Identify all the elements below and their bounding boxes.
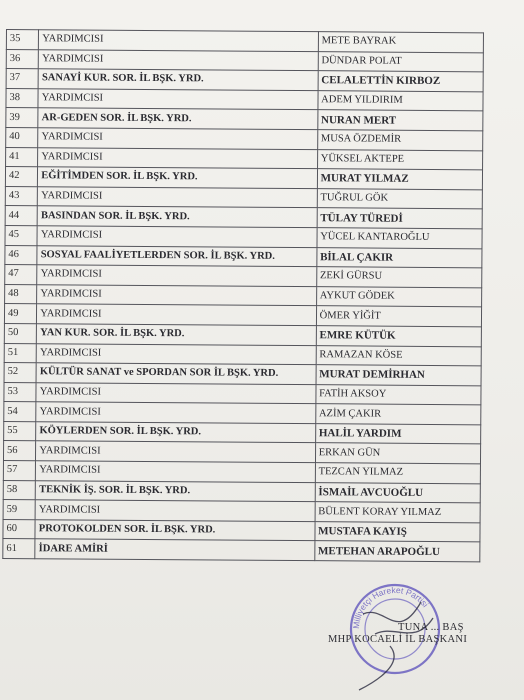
row-name: YÜCEL KANTAROĞLU — [317, 228, 482, 249]
row-number: 51 — [4, 343, 36, 363]
members-table — [2, 29, 484, 562]
row-number: 35 — [6, 30, 38, 50]
row-name: MUSA ÖZDEMİR — [317, 130, 482, 151]
row-position: YAN KUR. SOR. İL BŞK. YRD. — [37, 324, 317, 346]
row-name: ZEKİ GÜRSU — [316, 267, 481, 288]
row-position: YARDIMCISI — [36, 343, 316, 365]
row-position: AR-GEDEN SOR. İL BŞK. YRD. — [38, 108, 318, 130]
row-number: 36 — [6, 49, 38, 69]
row-position: YARDIMCISI — [38, 89, 318, 111]
row-name: ÖMER YİĞİT — [316, 306, 481, 327]
row-number: 37 — [6, 69, 38, 89]
row-name: MURAT DEMİRHAN — [316, 365, 481, 386]
row-name: İSMAİL AVCUOĞLU — [315, 482, 480, 503]
row-position: YARDIMCISI — [38, 147, 318, 169]
row-number: 39 — [6, 108, 38, 128]
row-name: YÜKSEL AKTEPE — [317, 149, 482, 170]
row-position: EĞİTİMDEN SOR. İL BŞK. YRD. — [38, 167, 318, 189]
row-position: YARDIMCISI — [37, 265, 317, 287]
row-position: YARDIMCISI — [38, 186, 318, 208]
row-number: 48 — [5, 284, 37, 304]
row-position: KÜLTÜR SANAT ve SPORDAN SOR İL BŞK. YRD. — [36, 363, 316, 385]
row-position: YARDIMCISI — [36, 461, 316, 483]
row-number: 45 — [5, 225, 37, 245]
row-position: YARDIMCISI — [38, 128, 318, 150]
row-position: YARDIMCISI — [37, 304, 317, 326]
row-name: EMRE KÜTÜK — [316, 326, 481, 347]
row-number: 57 — [3, 461, 35, 481]
row-name: TÜLAY TÜREDİ — [317, 208, 482, 229]
row-name: RAMAZAN KÖSE — [316, 345, 481, 366]
signatory-title: MHP KOCAELİ İL BAŞKANI — [328, 634, 468, 645]
row-name: METEHAN ARAPOĞLU — [314, 541, 479, 562]
row-name: MURAT YILMAZ — [317, 169, 482, 190]
row-name: MUSTAFA KAYIŞ — [315, 522, 480, 543]
row-position: YARDIMCISI — [39, 30, 319, 52]
row-position: İDARE AMİRİ — [35, 539, 315, 561]
row-number: 52 — [4, 363, 36, 383]
row-name: FATİH AKSOY — [316, 384, 481, 405]
row-position: YARDIMCISI — [36, 441, 316, 463]
row-position: SANAYİ KUR. SOR. İL BŞK. YRD. — [38, 69, 318, 91]
row-position: SOSYAL FAALİYETLERDEN SOR. İL BŞK. YRD. — [37, 245, 317, 267]
row-name: ADEM YILDIRIM — [318, 90, 483, 111]
row-name: HALİL YARDIM — [315, 424, 480, 445]
row-name: BÜLENT KORAY YILMAZ — [315, 502, 480, 523]
row-number: 59 — [3, 500, 35, 520]
row-name: ERKAN GÜN — [315, 443, 480, 464]
row-number: 61 — [3, 539, 35, 559]
row-number: 60 — [3, 519, 35, 539]
row-name: AYKUT GÖDEK — [316, 286, 481, 307]
row-position: BASINDAN SOR. İL BŞK. YRD. — [37, 206, 317, 228]
row-number: 53 — [4, 382, 36, 402]
row-position: KÖYLERDEN SOR. İL BŞK. YRD. — [36, 422, 316, 444]
row-position: YARDIMCISI — [35, 500, 315, 522]
row-number: 38 — [6, 88, 38, 108]
row-number: 42 — [5, 167, 37, 187]
row-position: YARDIMCISI — [37, 284, 317, 306]
row-name: TEZCAN YILMAZ — [315, 463, 480, 484]
row-number: 43 — [5, 186, 37, 206]
row-number: 40 — [6, 127, 38, 147]
row-name: BİLAL ÇAKIR — [317, 247, 482, 268]
row-name: AZİM ÇAKIR — [315, 404, 480, 425]
row-number: 47 — [5, 265, 37, 285]
row-number: 49 — [4, 304, 36, 324]
row-name: CELALETTİN KIRBOZ — [318, 71, 483, 92]
signatory-name: TUNA ... BAŞ — [398, 622, 464, 633]
table-row — [3, 539, 480, 562]
row-position: YARDIMCISI — [36, 382, 316, 404]
row-name: NURAN MERT — [317, 110, 482, 131]
row-number: 58 — [3, 480, 35, 500]
row-name: DÜNDAR POLAT — [318, 51, 483, 72]
row-name: TUĞRUL GÖK — [317, 188, 482, 209]
row-position: PROTOKOLDEN SOR. İL BŞK. YRD. — [35, 520, 315, 542]
row-position: TEKNİK İŞ. SOR. İL BŞK. YRD. — [36, 480, 316, 502]
row-number: 54 — [4, 402, 36, 422]
row-number: 56 — [3, 441, 35, 461]
row-position: YARDIMCISI — [36, 402, 316, 424]
row-number: 46 — [5, 245, 37, 265]
row-number: 44 — [5, 206, 37, 226]
row-number: 50 — [4, 323, 36, 343]
row-position: YARDIMCISI — [39, 49, 319, 71]
row-number: 55 — [4, 421, 36, 441]
row-name: METE BAYRAK — [318, 32, 483, 53]
row-position: YARDIMCISI — [37, 226, 317, 248]
row-number: 41 — [6, 147, 38, 167]
stamp-text: Milliyetçi Hareket Partisi — [350, 584, 431, 630]
